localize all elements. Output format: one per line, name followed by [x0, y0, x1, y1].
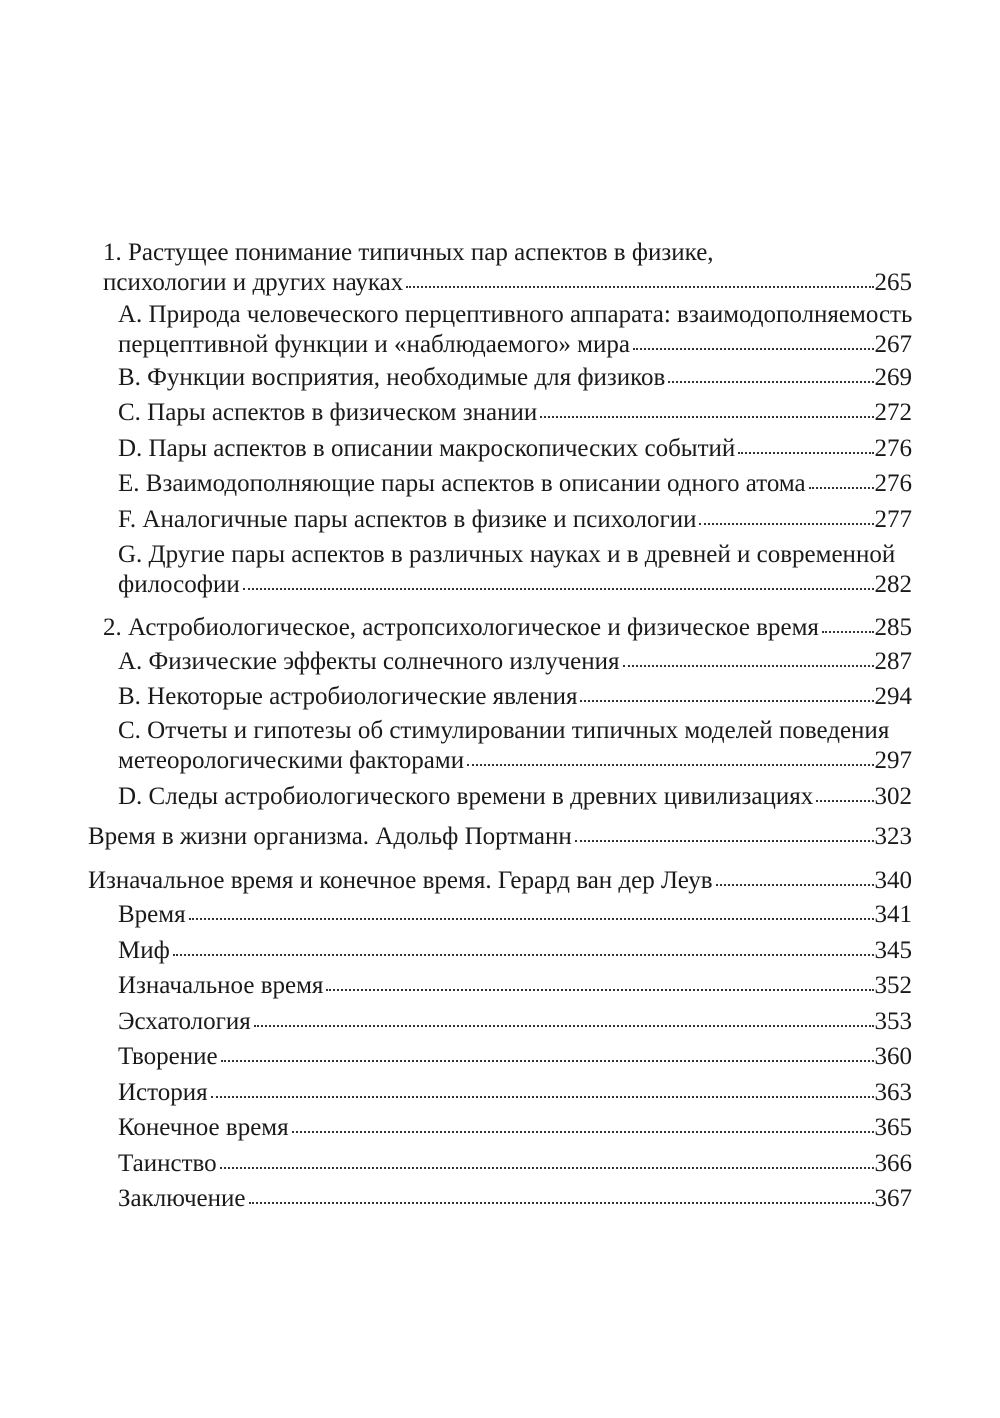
toc-entry-line [118, 900, 912, 930]
toc-entry-line [118, 746, 912, 776]
toc-entry-title-line: G. Другие пары аспектов в различных науках и в древней и современной [118, 541, 896, 568]
dot-leader [254, 1025, 874, 1027]
toc-entry[interactable] [118, 363, 912, 393]
toc-entry-title-line: C. Отчеты и гипотезы об стимулировании типичных моделей поведения [118, 717, 890, 744]
toc-page-number: 366 [874, 1150, 912, 1177]
dot-leader [220, 1167, 874, 1169]
toc-entry[interactable] [118, 647, 912, 677]
toc-entry-line [118, 782, 912, 812]
toc-page-number: 360 [874, 1043, 912, 1070]
toc-entry[interactable] [118, 1149, 912, 1179]
toc-entry[interactable] [103, 238, 912, 298]
toc-entry-line [118, 505, 912, 535]
dot-leader [575, 840, 874, 842]
toc-entry-line [118, 434, 912, 464]
toc-page-number: 294 [874, 683, 912, 710]
toc-entry-line [118, 936, 912, 966]
toc-entry[interactable] [118, 1184, 912, 1214]
toc-page-number: 341 [874, 901, 912, 928]
dot-leader [580, 700, 873, 702]
toc-entry-title: психологии и других науках [103, 269, 404, 296]
dot-leader [189, 918, 874, 920]
dot-leader [716, 884, 874, 886]
toc-entry-title: A. Физические эффекты солнечного излучения [118, 648, 620, 675]
toc-entry-line [118, 330, 912, 360]
toc-page-number: 282 [874, 571, 912, 598]
toc-entry-title: D. Пары аспектов в описании макроскопических событий [118, 435, 736, 462]
toc-entry-line [118, 1149, 912, 1179]
toc-entry-title: F. Аналогичные пары аспектов в физике и психологии [118, 506, 697, 533]
toc-page-number: 267 [874, 331, 912, 358]
toc-entry[interactable] [118, 936, 912, 966]
toc-entry[interactable] [118, 1078, 912, 1108]
dot-leader [809, 487, 874, 489]
toc-entry-title-line: A. Природа человеческого перцептивного аппарата: взаимодополняемость [118, 301, 913, 328]
dot-leader [211, 1096, 874, 1098]
toc-entry[interactable] [118, 1113, 912, 1143]
toc-entry[interactable] [88, 866, 912, 896]
toc-entry[interactable] [118, 971, 912, 1001]
dot-leader [467, 764, 873, 766]
dot-leader [816, 800, 873, 802]
toc-page-number: 365 [874, 1114, 912, 1141]
toc-page-number: 353 [874, 1008, 912, 1035]
toc-entry-line [118, 469, 912, 499]
dot-leader [243, 588, 874, 590]
toc-entry-title: метеорологическими факторами [118, 747, 465, 774]
toc-entry[interactable] [118, 469, 912, 499]
toc-entry-line [118, 398, 912, 428]
toc-page-number: 363 [874, 1079, 912, 1106]
toc-page-number: 352 [874, 972, 912, 999]
toc-entry-line [118, 363, 912, 393]
toc-entry[interactable] [103, 613, 912, 643]
toc-entry-title-line: 1. Растущее понимание типичных пар аспектов в физике, [103, 239, 714, 266]
toc-entry-line [103, 268, 912, 298]
toc-entry-title: 2. Астробиологическое, астропсихологическое и физическое время [103, 614, 819, 641]
toc-entry-title: Время в жизни организма. Адольф Портманн [88, 823, 572, 850]
toc-entry[interactable] [118, 505, 912, 535]
dot-leader [173, 954, 874, 956]
toc-entry-title: Творение [118, 1043, 218, 1070]
dot-leader [292, 1131, 874, 1133]
toc-entry-title: философии [118, 571, 240, 598]
toc-entry[interactable] [118, 434, 912, 464]
toc-page-number: 340 [874, 867, 912, 894]
toc-entry-line [118, 570, 912, 600]
toc-entry[interactable] [118, 1042, 912, 1072]
toc-entry-title: Заключение [118, 1185, 246, 1212]
toc-page-number: 287 [874, 648, 912, 675]
dot-leader [406, 286, 873, 288]
toc-entry-line [118, 1007, 912, 1037]
toc-entry-title: Эсхатология [118, 1008, 251, 1035]
dot-leader [326, 989, 873, 991]
toc-entry-title: Миф [118, 937, 170, 964]
toc-entry-title: D. Следы астробиологического времени в древних цивилизациях [118, 783, 814, 810]
toc-entry-line [88, 866, 912, 896]
toc-entry-line [118, 1042, 912, 1072]
toc-page-number: 277 [874, 506, 912, 533]
toc-entry-title: B. Функции восприятия, необходимые для физиков [118, 364, 666, 391]
toc-page-number: 272 [874, 399, 912, 426]
dot-leader [822, 631, 874, 633]
toc-entry[interactable] [118, 300, 912, 360]
toc-page-number: 297 [874, 747, 912, 774]
dot-leader [738, 452, 873, 454]
dot-leader [623, 665, 874, 667]
toc-entry-line [118, 682, 912, 712]
toc-entry-line [103, 613, 912, 643]
toc-entry[interactable] [88, 822, 912, 852]
toc-entry-line [118, 971, 912, 1001]
toc-entry[interactable] [118, 1007, 912, 1037]
toc-page-number: 276 [874, 435, 912, 462]
toc-entry[interactable] [118, 540, 912, 600]
toc-entry[interactable] [118, 682, 912, 712]
dot-leader [221, 1060, 874, 1062]
toc-entry-line [88, 822, 912, 852]
toc-entry[interactable] [118, 398, 912, 428]
toc-entry-title: перцептивной функции и «наблюдаемого» мира [118, 331, 630, 358]
toc-page-number: 302 [874, 783, 912, 810]
toc-page-number: 269 [874, 364, 912, 391]
toc-entry-title: B. Некоторые астробиологические явления [118, 683, 578, 710]
toc-entry[interactable] [118, 716, 912, 776]
toc-entry-title: Таинство [118, 1150, 217, 1177]
dot-leader [633, 348, 874, 350]
toc-entry-title: Изначальное время и конечное время. Герард ван дер Леув [88, 867, 713, 894]
toc-entry[interactable] [118, 900, 912, 930]
toc-page-number: 323 [874, 823, 912, 850]
dot-leader [668, 381, 873, 383]
toc-page-number: 367 [874, 1185, 912, 1212]
dot-leader [249, 1202, 874, 1204]
toc-entry-title: C. Пары аспектов в физическом знании [118, 399, 538, 426]
toc-entry-title: История [118, 1079, 208, 1106]
toc-entry-line [118, 1184, 912, 1214]
toc-page-number: 345 [874, 937, 912, 964]
dot-leader [540, 416, 873, 418]
toc-entry-line [118, 647, 912, 677]
toc-entry[interactable] [118, 782, 912, 812]
toc-entry-title: Конечное время [118, 1114, 289, 1141]
toc-entry-line [118, 1113, 912, 1143]
toc-page-number: 265 [874, 269, 912, 296]
toc-entry-title: Время [118, 901, 186, 928]
dot-leader [699, 523, 873, 525]
toc-entry-line [118, 1078, 912, 1108]
toc-entry-title: Изначальное время [118, 972, 324, 999]
toc-page-number: 276 [874, 470, 912, 497]
toc-page-number: 285 [874, 614, 912, 641]
toc-entry-title: E. Взаимодополняющие пары аспектов в описании одного атома [118, 470, 806, 497]
